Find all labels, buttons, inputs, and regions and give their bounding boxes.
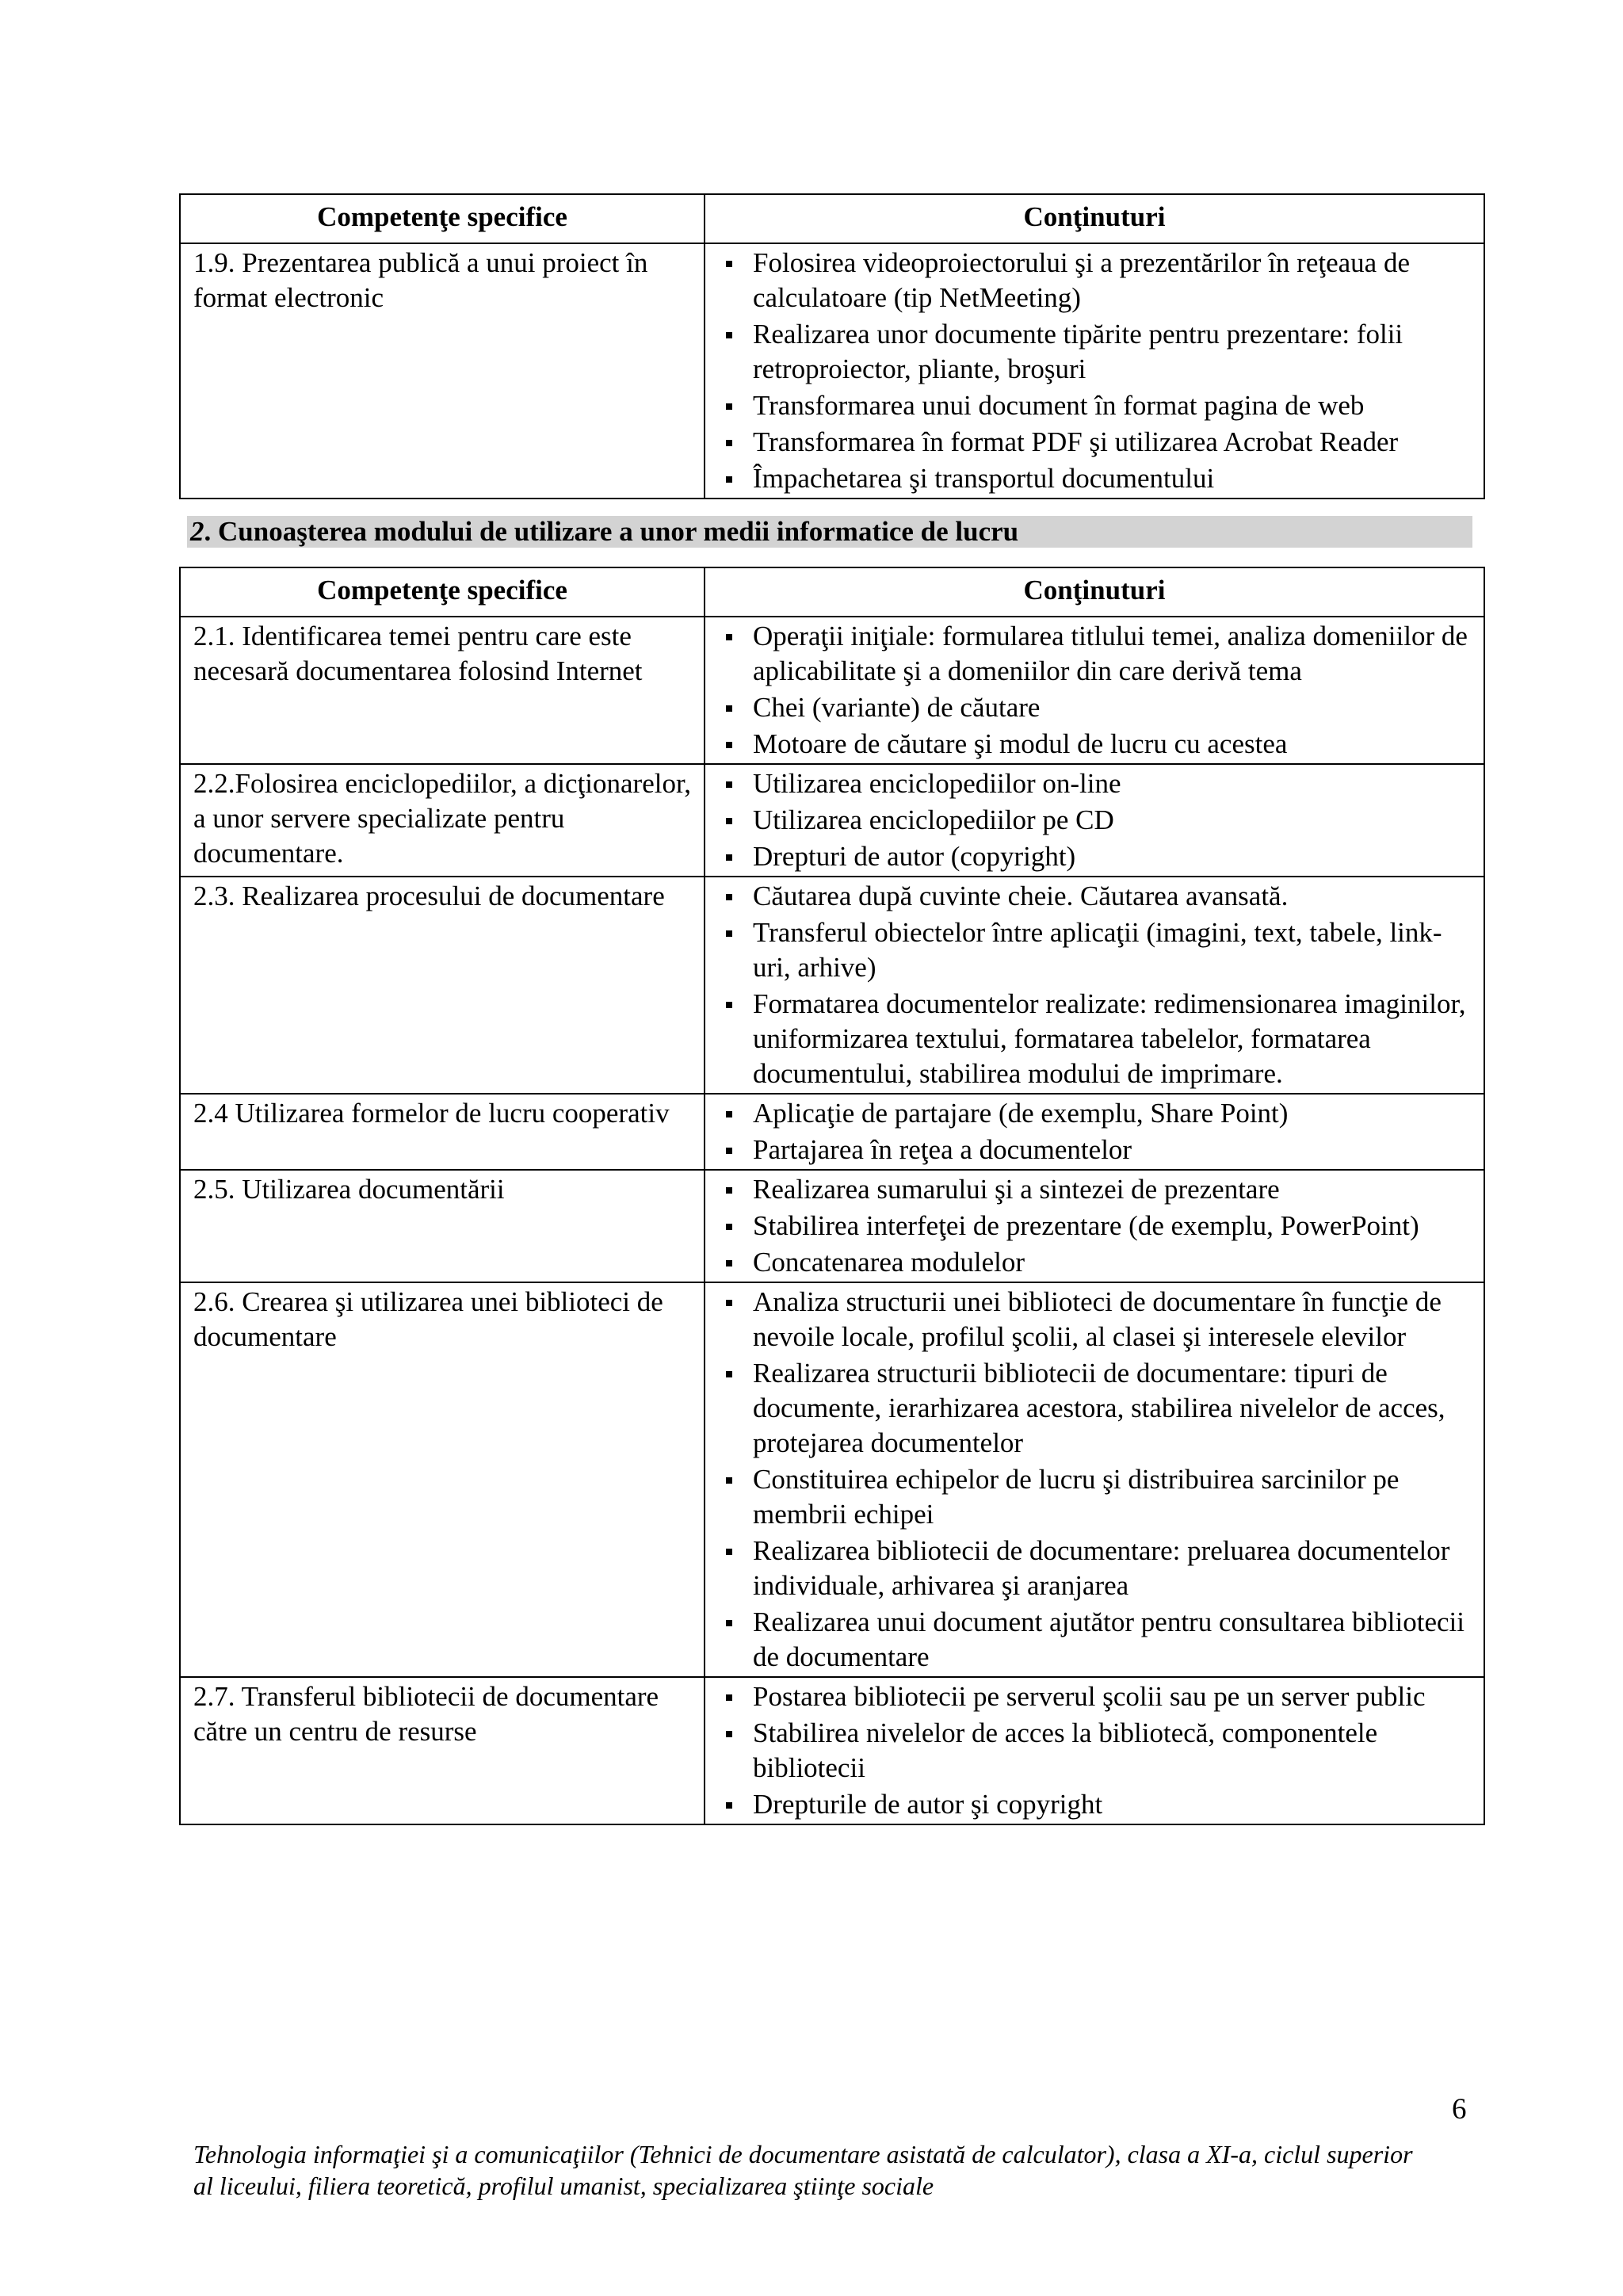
- square-bullet-icon: [726, 1477, 732, 1484]
- contents-cell: [705, 1170, 1484, 1282]
- list-item: Drepturile de autor şi copyright: [721, 1787, 1476, 1822]
- square-bullet-icon: [726, 1148, 732, 1154]
- section-title: . Cunoaşterea modului de utilizare a unor medii informatice de lucru: [204, 516, 1019, 547]
- contents-list: [721, 1096, 1476, 1167]
- list-item: Analiza structurii unei biblioteci de documentare în funcţie de nevoile locale, profilul şcolii, al clasei şi interesele elevilor: [721, 1285, 1476, 1354]
- contents-cell: [705, 1094, 1484, 1170]
- table-row: [180, 1170, 1484, 1282]
- section-number: 2: [190, 516, 204, 547]
- competency-cell: 1.9. Prezentarea publică a unui proiect în format electronic: [180, 243, 705, 499]
- square-bullet-icon: [726, 781, 732, 788]
- list-item: Stabilirea interfeţei de prezentare (de exemplu, PowerPoint): [721, 1209, 1476, 1244]
- list-item: Drepturi de autor (copyright): [721, 839, 1476, 874]
- competency-cell: 2.6. Crearea şi utilizarea unei biblioteci de documentare: [180, 1282, 705, 1677]
- list-item: Formatarea documentelor realizate: redimensionarea imaginilor, uniformizarea textului, formatarea tabelelor, formatarea documentului, stabilirea modului de imprimare.: [721, 987, 1476, 1091]
- square-bullet-icon: [726, 818, 732, 824]
- page-footer: Tehnologia informaţiei şi a comunicaţiilor (Tehnici de documentare asistată de calculator), clasa a XI-a, ciclul superior al liceului, filiera teoretică, profilul umanist, specializarea ştiinţe sociale: [193, 2140, 1413, 2200]
- section-heading: [187, 516, 1472, 548]
- table-header-row: [180, 194, 1484, 243]
- table-row: [180, 1677, 1484, 1824]
- square-bullet-icon: [726, 332, 732, 338]
- list-item: Transformarea în format PDF şi utilizarea Acrobat Reader: [721, 425, 1476, 460]
- competencies-table-1: [179, 193, 1485, 499]
- competency-cell: 2.4 Utilizarea formelor de lucru cooperativ: [180, 1094, 705, 1170]
- square-bullet-icon: [726, 440, 732, 446]
- contents-list: [721, 1285, 1476, 1675]
- square-bullet-icon: [726, 854, 732, 861]
- header-contents: Conţinuturi: [705, 194, 1484, 243]
- competencies-table-2: [179, 567, 1485, 1825]
- competency-cell: 2.2.Folosirea enciclopediilor, a dicţionarelor, a unor servere specializate pentru documentare.: [180, 764, 705, 877]
- square-bullet-icon: [726, 403, 732, 410]
- square-bullet-icon: [726, 705, 732, 712]
- square-bullet-icon: [726, 930, 732, 937]
- contents-cell: [705, 877, 1484, 1094]
- square-bullet-icon: [726, 634, 732, 640]
- contents-list: [721, 246, 1476, 496]
- list-item: Postarea bibliotecii pe serverul şcolii sau pe un server public: [721, 1679, 1476, 1714]
- square-bullet-icon: [726, 1694, 732, 1701]
- list-item: Realizarea structurii bibliotecii de documentare: tipuri de documente, ierarhizarea acestora, stabilirea nivelelor de acces, protejarea documentelor: [721, 1356, 1476, 1461]
- competency-cell: 2.5. Utilizarea documentării: [180, 1170, 705, 1282]
- table-row: [180, 243, 1484, 499]
- contents-list: [721, 1679, 1476, 1822]
- square-bullet-icon: [726, 1260, 732, 1266]
- list-item: Transformarea unui document în format pagina de web: [721, 388, 1476, 423]
- square-bullet-icon: [726, 1111, 732, 1117]
- square-bullet-icon: [726, 1224, 732, 1230]
- table-header-row: [180, 567, 1484, 617]
- page-number: 6: [1452, 2093, 1467, 2126]
- contents-cell: [705, 764, 1484, 877]
- list-item: Chei (variante) de căutare: [721, 690, 1476, 725]
- list-item: Partajarea în reţea a documentelor: [721, 1133, 1476, 1167]
- list-item: Concatenarea modulelor: [721, 1245, 1476, 1280]
- contents-list: [721, 879, 1476, 1091]
- list-item: Operaţii iniţiale: formularea titlului temei, analiza domeniilor de aplicabilitate şi a domeniilor din care derivă tema: [721, 619, 1476, 689]
- list-item: Realizarea bibliotecii de documentare: preluarea documentelor individuale, arhivarea şi aranjarea: [721, 1534, 1476, 1603]
- contents-list: [721, 766, 1476, 874]
- table-row: [180, 877, 1484, 1094]
- square-bullet-icon: [726, 742, 732, 748]
- contents-cell: [705, 1677, 1484, 1824]
- square-bullet-icon: [726, 261, 732, 267]
- list-item: Folosirea videoproiectorului şi a prezentărilor în reţeaua de calculatoare (tip NetMeeting): [721, 246, 1476, 315]
- contents-list: [721, 1172, 1476, 1280]
- contents-list: [721, 619, 1476, 762]
- square-bullet-icon: [726, 476, 732, 483]
- list-item: Căutarea după cuvinte cheie. Căutarea avansată.: [721, 879, 1476, 914]
- square-bullet-icon: [726, 1620, 732, 1626]
- list-item: Utilizarea enciclopediilor on-line: [721, 766, 1476, 801]
- square-bullet-icon: [726, 1002, 732, 1008]
- list-item: Aplicaţie de partajare (de exemplu, Share Point): [721, 1096, 1476, 1131]
- list-item: Realizarea unui document ajutător pentru consultarea bibliotecii de documentare: [721, 1605, 1476, 1675]
- contents-cell: [705, 243, 1484, 499]
- square-bullet-icon: [726, 1549, 732, 1555]
- header-competencies: Competenţe specifice: [180, 194, 705, 243]
- contents-cell: [705, 617, 1484, 764]
- header-competencies: Competenţe specifice: [180, 567, 705, 617]
- contents-cell: [705, 1282, 1484, 1677]
- competency-cell: 2.7. Transferul bibliotecii de documentare către un centru de resurse: [180, 1677, 705, 1824]
- list-item: Stabilirea nivelelor de acces la bibliotecă, componentele bibliotecii: [721, 1716, 1476, 1786]
- list-item: Constituirea echipelor de lucru şi distribuirea sarcinilor pe membrii echipei: [721, 1462, 1476, 1532]
- header-contents: Conţinuturi: [705, 567, 1484, 617]
- square-bullet-icon: [726, 1731, 732, 1737]
- square-bullet-icon: [726, 1300, 732, 1306]
- list-item: Utilizarea enciclopediilor pe CD: [721, 803, 1476, 838]
- competency-cell: 2.1. Identificarea temei pentru care este necesară documentarea folosind Internet: [180, 617, 705, 764]
- square-bullet-icon: [726, 1371, 732, 1377]
- list-item: Transferul obiectelor între aplicaţii (imagini, text, tabele, link-uri, arhive): [721, 915, 1476, 985]
- list-item: Împachetarea şi transportul documentului: [721, 461, 1476, 496]
- competency-cell: 2.3. Realizarea procesului de documentare: [180, 877, 705, 1094]
- square-bullet-icon: [726, 894, 732, 900]
- table-row: [180, 1282, 1484, 1677]
- square-bullet-icon: [726, 1187, 732, 1194]
- square-bullet-icon: [726, 1802, 732, 1809]
- list-item: Realizarea sumarului şi a sintezei de prezentare: [721, 1172, 1476, 1207]
- table-row: [180, 1094, 1484, 1170]
- table-row: [180, 617, 1484, 764]
- table-row: [180, 764, 1484, 877]
- list-item: Realizarea unor documente tipărite pentru prezentare: folii retroproiector, pliante, broşuri: [721, 317, 1476, 387]
- list-item: Motoare de căutare şi modul de lucru cu acestea: [721, 727, 1476, 762]
